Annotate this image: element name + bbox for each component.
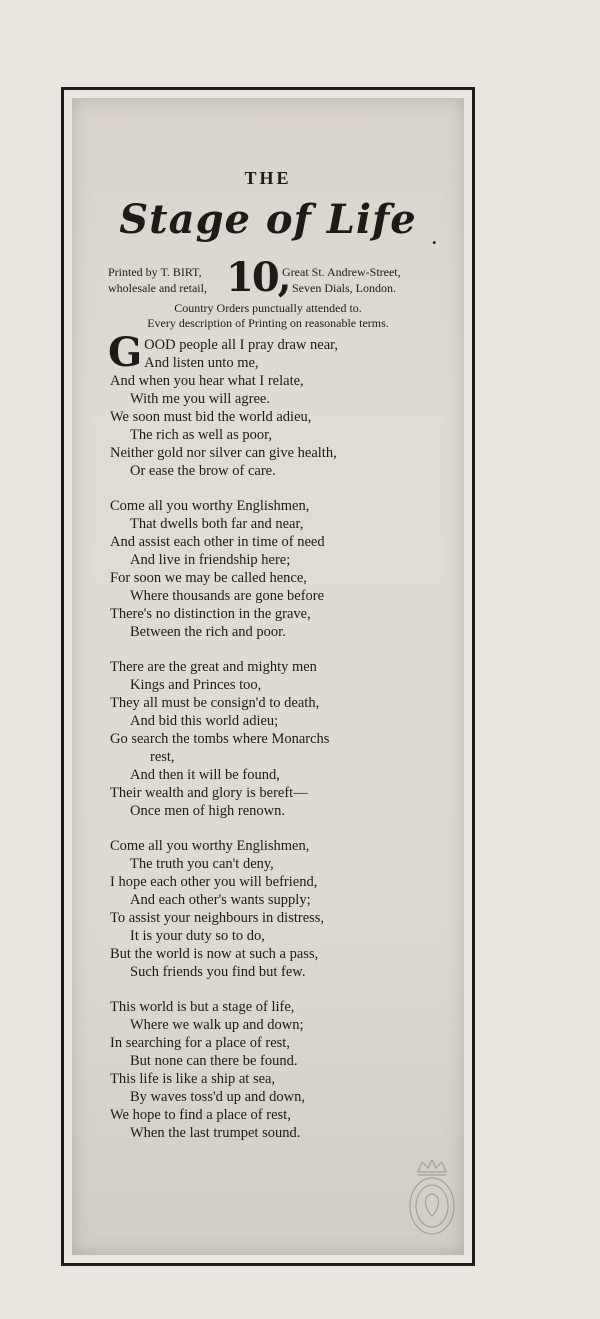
poem-line: And bid this world adieu; bbox=[130, 713, 279, 729]
poem-line: Once men of high renown. bbox=[130, 803, 286, 819]
imprint-right bbox=[282, 264, 447, 296]
poem-line: Their wealth and glory is bereft— bbox=[110, 785, 308, 801]
poem-line: There are the great and mighty men bbox=[110, 659, 317, 675]
poem-line: We hope to find a place of rest, bbox=[110, 1107, 291, 1123]
stanza-3 bbox=[110, 658, 450, 820]
stanza-2 bbox=[110, 497, 450, 641]
broadside-sheet bbox=[72, 98, 464, 1255]
poem-line: Kings and Princes too, bbox=[130, 677, 262, 693]
poem-line: rest, bbox=[150, 749, 175, 765]
poem-line: They all must be consign'd to death, bbox=[110, 695, 320, 711]
poem-line: Come all you worthy Englishmen, bbox=[110, 498, 310, 514]
poem-line: The rich as well as poor, bbox=[130, 427, 272, 443]
poem-line: Where we walk up and down; bbox=[130, 1017, 304, 1033]
poem-line: Go search the tombs where Monarchs bbox=[110, 731, 330, 747]
title-dot: . bbox=[432, 228, 437, 248]
imprint-left-line: Printed by T. BIRT, bbox=[108, 265, 202, 279]
poem-line: But none can there be found. bbox=[130, 1053, 298, 1069]
poem-line: Come all you worthy Englishmen, bbox=[110, 838, 310, 854]
poem-line: When the last trumpet sound. bbox=[130, 1125, 301, 1141]
imprint-note: Country Orders punctually attended to. bbox=[174, 301, 362, 315]
poem-line: But the world is now at such a pass, bbox=[110, 946, 319, 962]
poem-line: I hope each other you will befriend, bbox=[110, 874, 318, 890]
poem-line: And assist each other in time of need bbox=[110, 534, 325, 550]
imprint-left-line: wholesale and retail, bbox=[108, 281, 207, 295]
poem-line: And then it will be found, bbox=[130, 767, 280, 783]
library-stamp-icon bbox=[406, 1158, 458, 1236]
poem-line: In searching for a place of rest, bbox=[110, 1035, 290, 1051]
poem-line: Or ease the brow of care. bbox=[130, 463, 276, 479]
poem-line: Where thousands are gone before bbox=[130, 588, 325, 604]
poem-line: It is your duty so to do, bbox=[130, 928, 265, 944]
drop-cap: G bbox=[108, 329, 143, 376]
imprint-left bbox=[108, 264, 228, 296]
poem-line: And live in friendship here; bbox=[130, 552, 291, 568]
poem-line: The truth you can't deny, bbox=[130, 856, 274, 872]
poem-line: That dwells both far and near, bbox=[130, 516, 304, 532]
poem-line: And listen unto me, bbox=[144, 355, 259, 371]
page-title: Stage of Life bbox=[119, 196, 417, 243]
poem-line: With me you will agree. bbox=[130, 391, 270, 407]
poem-line: Neither gold nor silver can give health, bbox=[110, 445, 337, 461]
poem-line: Such friends you find but few. bbox=[130, 964, 306, 980]
poem-line: OOD people all I pray draw near, bbox=[144, 337, 339, 353]
imprint-number: 10, bbox=[226, 254, 290, 301]
header-the: THE bbox=[244, 168, 292, 188]
stanza-1 bbox=[108, 329, 450, 480]
poem-line: And when you hear what I relate, bbox=[110, 373, 304, 389]
poem-line: There's no distinction in the grave, bbox=[110, 606, 311, 622]
stanza-5 bbox=[110, 998, 450, 1142]
poem bbox=[108, 329, 450, 1159]
stanza-4 bbox=[110, 837, 450, 981]
poem-line: To assist your neighbours in distress, bbox=[110, 910, 325, 926]
poem-line: For soon we may be called hence, bbox=[110, 570, 307, 586]
broadside-frame bbox=[61, 87, 475, 1266]
imprint-right-line: Great St. Andrew-Street, bbox=[282, 265, 401, 279]
poem-line: And each other's wants supply; bbox=[130, 892, 311, 908]
poem-line: This world is but a stage of life, bbox=[110, 999, 295, 1015]
imprint-note: Every description of Printing on reasonable terms. bbox=[147, 316, 389, 330]
imprint bbox=[100, 254, 430, 301]
imprint-notes bbox=[72, 301, 464, 331]
poem-line: We soon must bid the world adieu, bbox=[110, 409, 312, 425]
poem-line: By waves toss'd up and down, bbox=[130, 1089, 305, 1105]
poem-line: This life is like a ship at sea, bbox=[110, 1071, 276, 1087]
imprint-right-line: Seven Dials, London. bbox=[292, 281, 396, 295]
poem-line: Between the rich and poor. bbox=[130, 624, 286, 640]
